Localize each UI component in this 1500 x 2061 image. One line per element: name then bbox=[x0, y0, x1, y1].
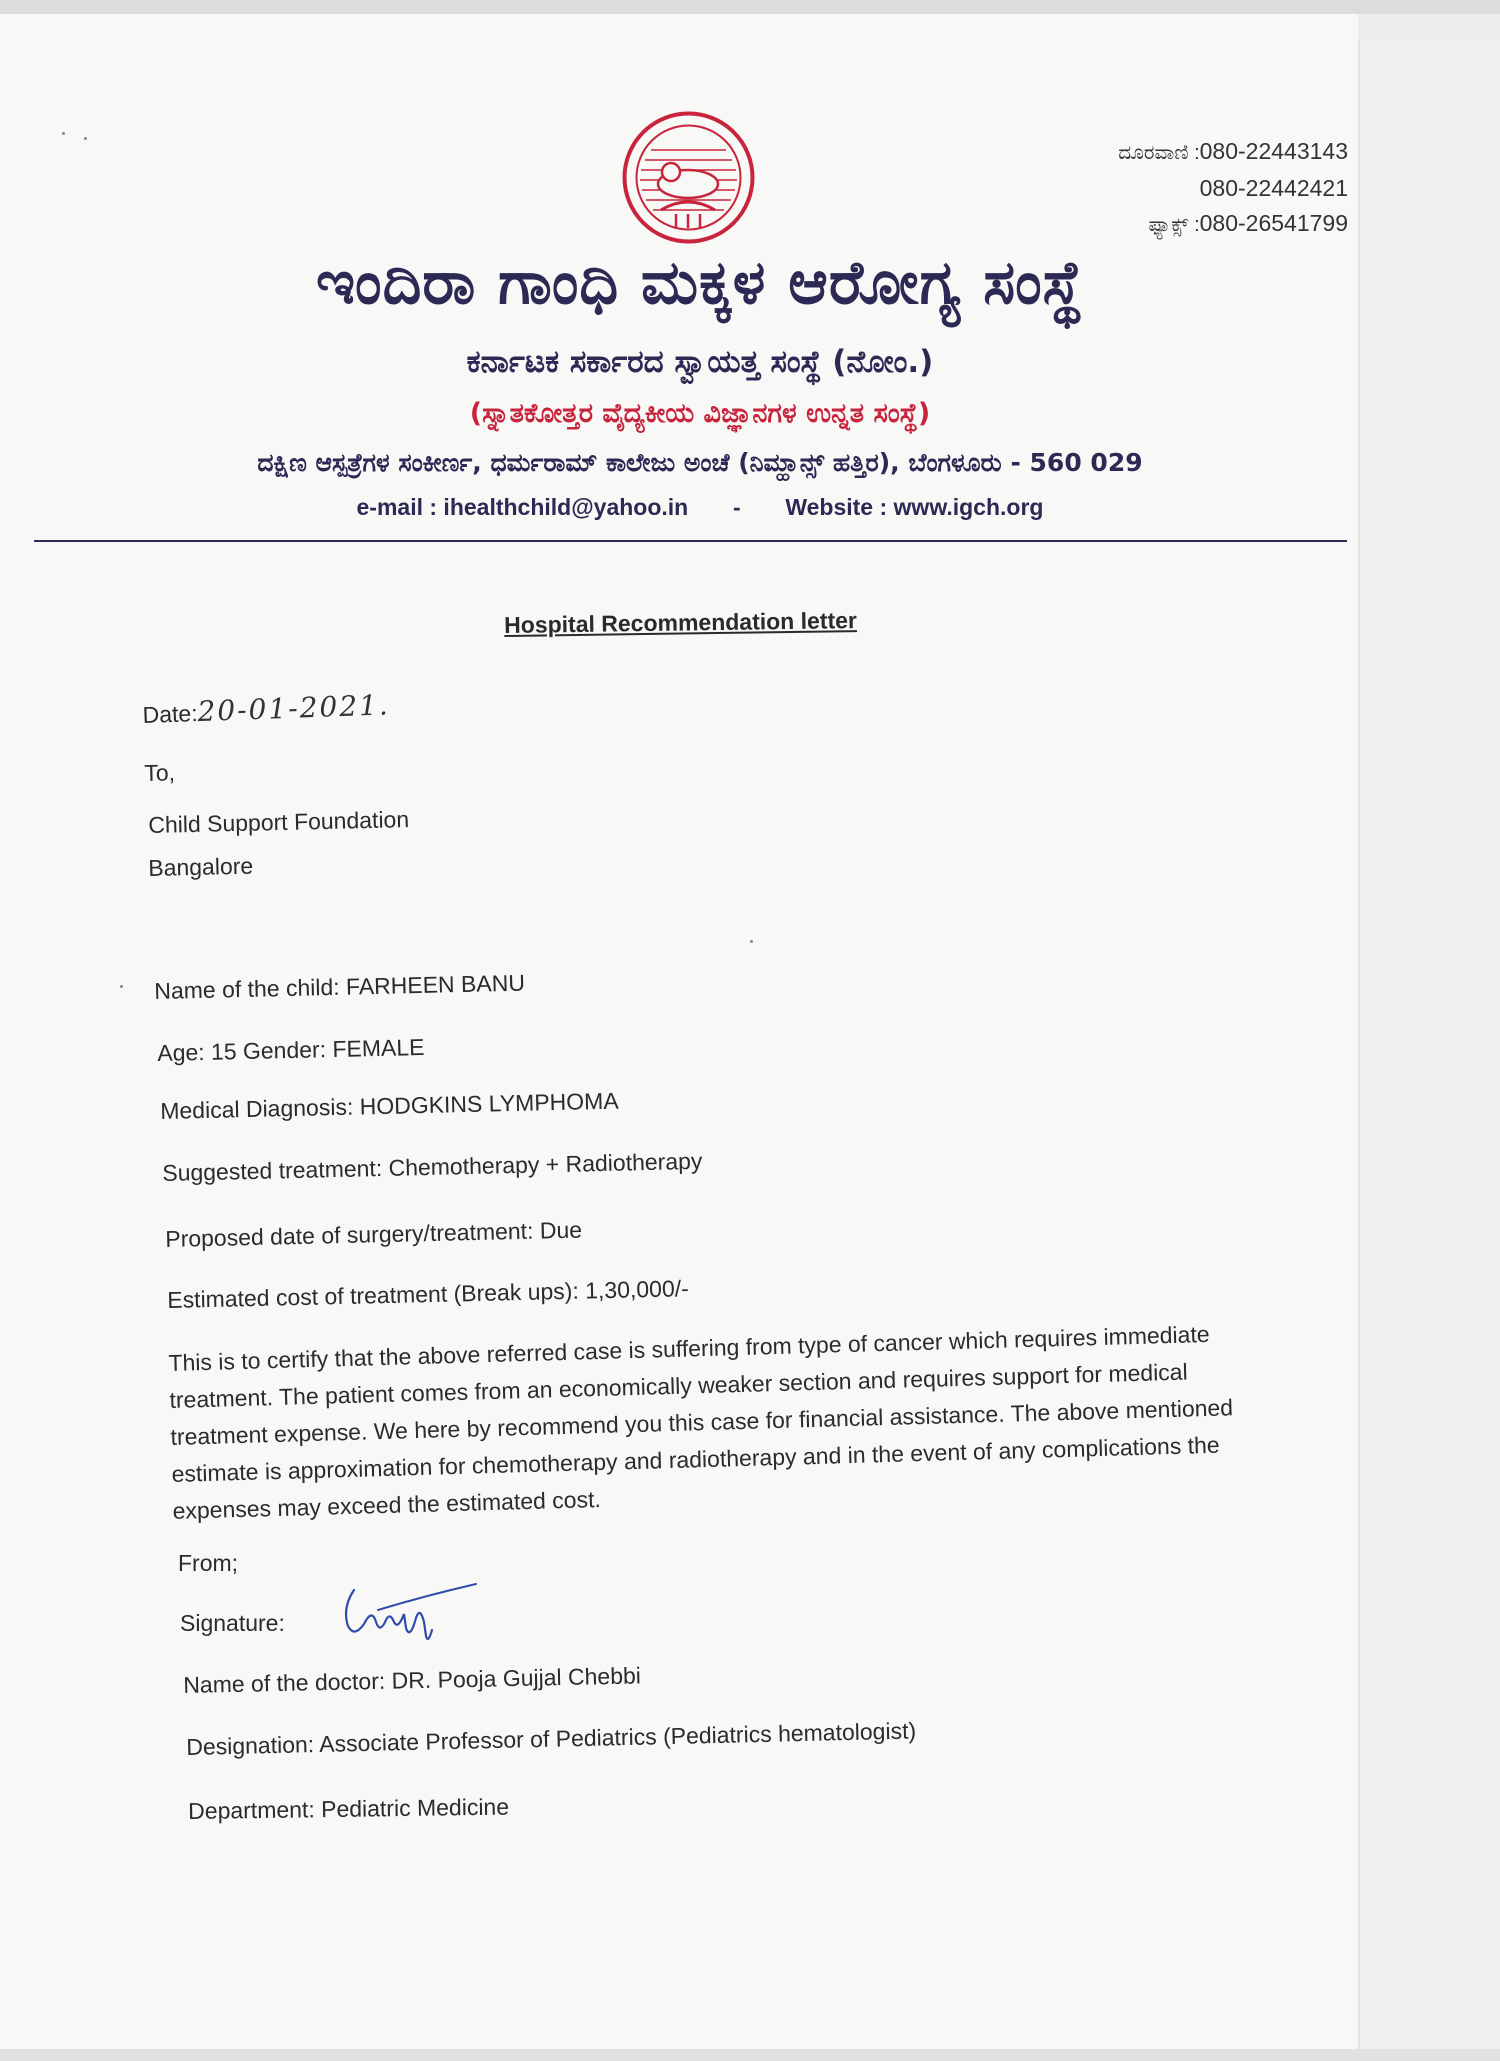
scan-background bbox=[1358, 40, 1500, 2049]
designation: Designation: Associate Professor of Pediatrics (Pediatrics hematologist) bbox=[186, 1717, 917, 1760]
signature-label: Signature: bbox=[180, 1610, 285, 1636]
scan-edge-bottom bbox=[0, 2049, 1500, 2061]
from-label: From; bbox=[178, 1550, 239, 1576]
handwritten-date: 20-01-2021. bbox=[196, 688, 391, 729]
date-label: Date: bbox=[142, 700, 199, 728]
child-name-field: Name of the child: FARHEEN BANU bbox=[154, 969, 526, 1004]
institute-seal-logo bbox=[621, 110, 756, 245]
letterhead-divider bbox=[34, 540, 1347, 542]
institute-subtitle-kannada: ಕರ್ನಾಟಕ ಸರ್ಕಾರದ ಸ್ವಾಯತ್ತ ಸಂಸ್ಥೆ (ನೋಂ.) bbox=[466, 344, 934, 380]
institute-name-kannada: ಇಂದಿರಾ ಗಾಂಧಿ ಮಕ್ಕಳ ಆರೋಗ್ಯ ಸಂಸ್ಥೆ bbox=[316, 248, 1084, 318]
phone-number-2: 080-22442421 bbox=[1199, 175, 1348, 201]
recipient-city: Bangalore bbox=[148, 852, 254, 881]
scan-speck bbox=[62, 132, 65, 135]
doctor-signature bbox=[334, 1578, 484, 1648]
institute-subtitle-red: (ಸ್ನಾತಕೋತ್ತರ ವೈದ್ಯಕೀಯ ವಿಜ್ಞಾನಗಳ ಉನ್ನತ ಸಂಸ್ಥೆ) bbox=[469, 398, 931, 429]
fax-number: 080-26541799 bbox=[1199, 210, 1348, 236]
institute-address: ದಕ್ಷಿಣ ಆಸ್ಪತ್ರೆಗಳ ಸಂಕೀರ್ಣ, ಧರ್ಮರಾಮ್ ಕಾಲೇಜು ಅಂಚೆ (ನಿಮ್ಹಾನ್ಸ್ ಹತ್ತಿರ), ಬೆಂಗಳೂರು - 560 029 bbox=[257, 448, 1143, 477]
email-website-line: e-mail : ihealthchild@yahoo.in - Website : www.igch.org bbox=[356, 494, 1044, 520]
scan-speck bbox=[750, 940, 753, 943]
age-gender-field: Age: 15 Gender: FEMALE bbox=[157, 1033, 425, 1066]
phone-number-1: 080-22443143 bbox=[1199, 138, 1348, 164]
recipient-name: Child Support Foundation bbox=[148, 806, 410, 838]
phone-label: ದೂರವಾಣಿ : bbox=[1118, 142, 1200, 164]
department: Department: Pediatric Medicine bbox=[188, 1793, 510, 1824]
diagnosis-field: Medical Diagnosis: HODGKINS LYMPHOMA bbox=[160, 1087, 619, 1124]
treatment-field: Suggested treatment: Chemotherapy + Radiotherapy bbox=[162, 1147, 703, 1186]
fax-label: ಫ್ಯಾಕ್ಸ್ : bbox=[1148, 214, 1200, 236]
scan-edge-top bbox=[0, 0, 1500, 14]
proposed-date-field: Proposed date of surgery/treatment: Due bbox=[165, 1216, 583, 1252]
contact-block bbox=[1028, 134, 1348, 243]
letter-title: Hospital Recommendation letter bbox=[504, 607, 858, 638]
estimated-cost-field: Estimated cost of treatment (Break ups): 1,30,000/- bbox=[167, 1275, 690, 1313]
doctor-name: Name of the doctor: DR. Pooja Gujjal Chebbi bbox=[183, 1662, 642, 1698]
scan-speck bbox=[120, 985, 123, 988]
certification-paragraph: This is to certify that the above referred case is suffering from type of cancer which requires immediate treatment. The patient comes from an economically weaker section and requires support for medical treatment expense. We here by recommend you this case for financial assistance. The above mentioned estimate is approximation for chemotherapy and radiotherapy and in the event of any complications the expenses may exceed the estimated cost. bbox=[168, 1320, 1234, 1524]
scan-speck bbox=[84, 137, 87, 140]
to-label: To, bbox=[144, 759, 176, 786]
